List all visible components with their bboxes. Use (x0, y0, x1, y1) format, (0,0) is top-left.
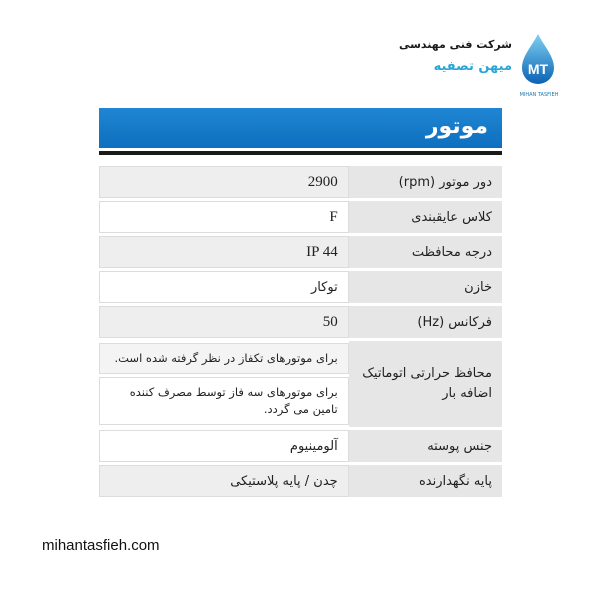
banner-divider (99, 151, 502, 155)
company-name (399, 38, 512, 74)
single-phase-note: برای موتورهای تکفاز در نظر گرفته شده است. (99, 343, 349, 374)
table-row (99, 271, 502, 303)
three-phase-note: برای موتورهای سه فاز توسط مصرف کننده تامین می گردد. (99, 377, 349, 425)
label-cell: پایه نگهدارنده (349, 465, 502, 497)
value-cell: IP 44 (99, 236, 349, 268)
label-cell: فرکانس (Hz) (349, 306, 502, 338)
section-banner (99, 108, 502, 148)
table-row (99, 201, 502, 233)
table-row (99, 430, 502, 462)
logo-subtext: MIHAN TASFIEH (519, 92, 559, 98)
label-cell: درجه محافظت (349, 236, 502, 268)
table-row (99, 236, 502, 268)
company-line-1: شرکت فنی مهندسی (398, 38, 512, 51)
label-cell: کلاس عایقبندی (349, 201, 502, 233)
company-logo (518, 32, 559, 98)
label-cell: محافظ حرارتی اتوماتیک اضافه بار (349, 341, 502, 427)
table-row (99, 465, 502, 497)
value-cell: 2900 (99, 166, 349, 198)
spec-table (99, 163, 502, 500)
water-drop-icon (518, 32, 558, 88)
logo-letters: MT (527, 61, 549, 77)
value-cell: F (99, 201, 349, 233)
value-cell: 50 (99, 306, 349, 338)
value-cell: توکار (99, 271, 349, 303)
label-cell: خازن (349, 271, 502, 303)
value-cell: آلومینیوم (99, 430, 349, 462)
label-cell: دور موتور (rpm) (349, 166, 502, 198)
value-cell: چدن / پایه پلاستیکی (99, 465, 349, 497)
company-line-2: میهن تصفیه (433, 59, 512, 74)
table-row (99, 166, 502, 198)
protection-values (99, 341, 349, 427)
website-link[interactable]: mihantasfieh.com (42, 537, 160, 554)
section-title: موتور (425, 114, 488, 139)
label-cell: جنس پوسته (349, 430, 502, 462)
table-row (99, 306, 502, 338)
table-row-protection (99, 341, 502, 427)
